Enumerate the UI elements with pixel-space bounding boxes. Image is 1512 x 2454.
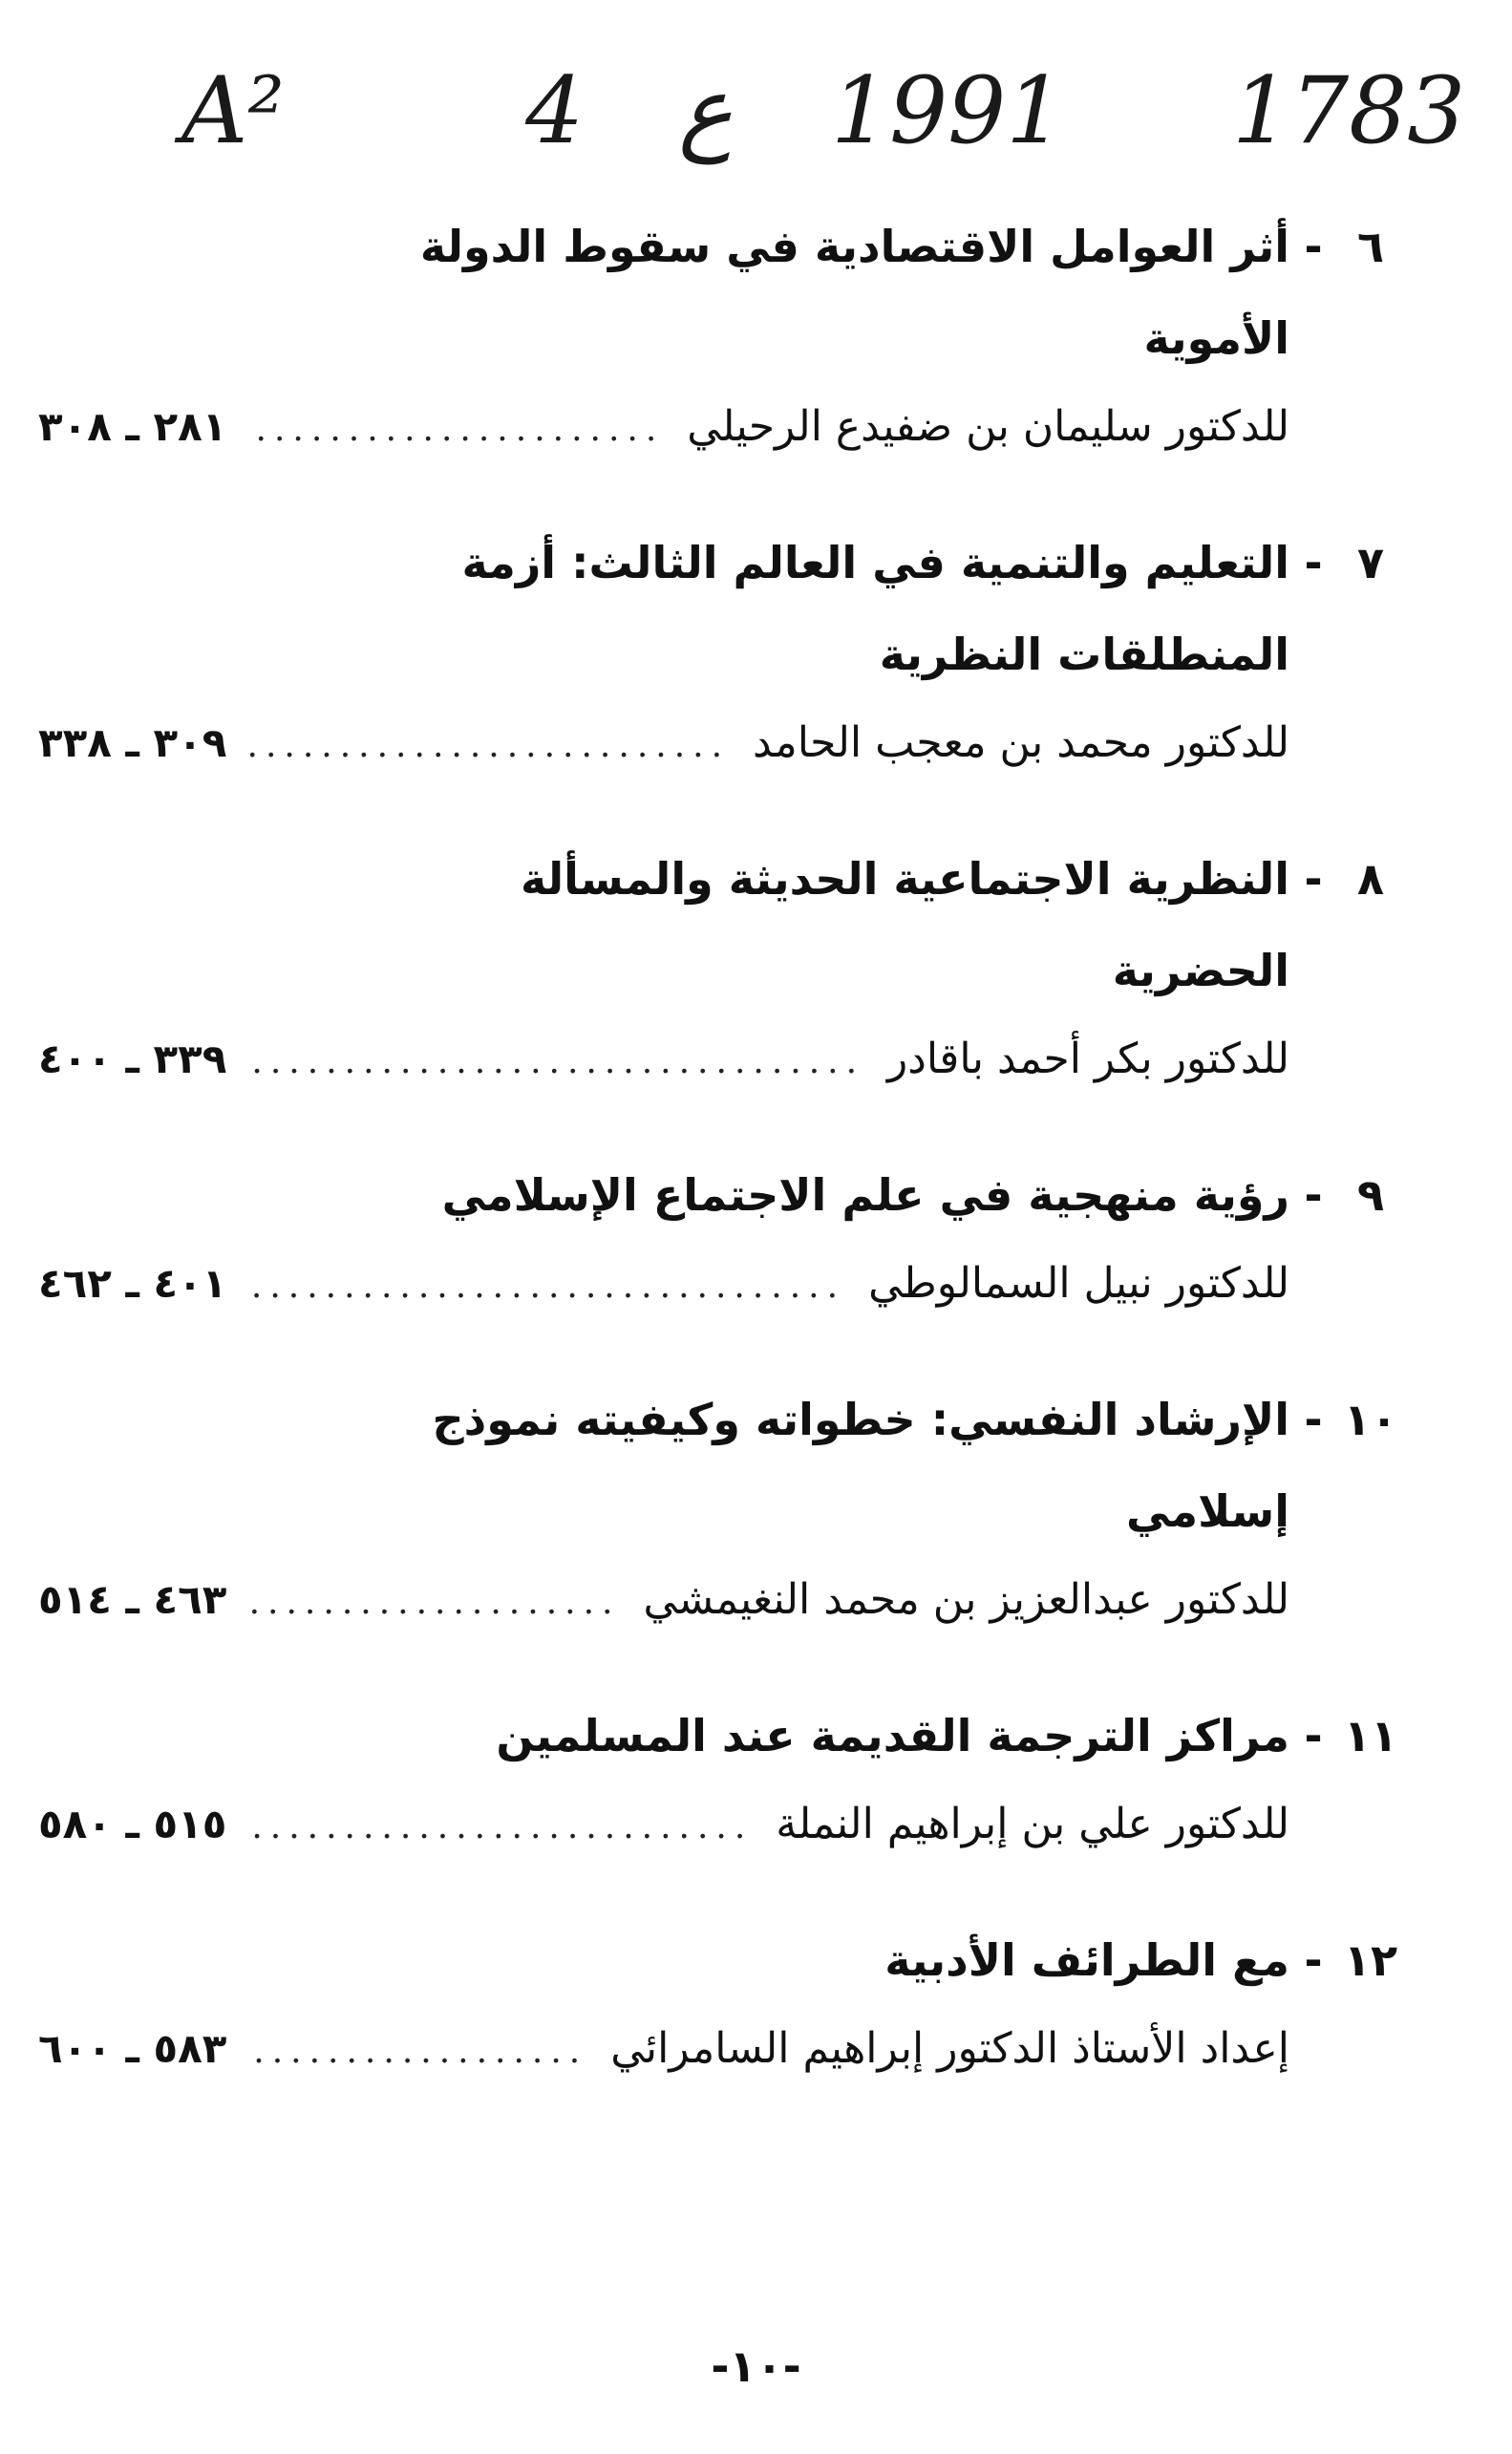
toc-entry <box>38 1374 1404 1646</box>
entry-author-row <box>38 2006 1404 2095</box>
toc-entry <box>38 517 1404 789</box>
entry-number: ١٢ <box>1343 1934 1398 1986</box>
entry-number: ٩ <box>1356 1169 1385 1221</box>
leader-dots <box>249 2009 587 2095</box>
entry-title: رؤية منهجية في علم الاجتماع الإسلامي <box>441 1169 1289 1221</box>
page-number: -١٠- <box>711 2340 801 2392</box>
entry-number: ٦ <box>1356 221 1385 272</box>
entry-title: التعليم والتنمية في العالم الثالث: أزمة المنطلقات النظرية <box>461 537 1289 680</box>
entry-dash: - <box>1304 1394 1323 1445</box>
entry-author: للدكتور محمد بن معجب الحامد <box>753 718 1289 767</box>
handwritten-mark: A² <box>181 57 285 164</box>
entry-title-row <box>38 1914 1404 2006</box>
handwritten-catalog-note <box>181 57 1480 201</box>
entry-pages: ٣٠٩ ـ ٣٣٨ <box>38 719 227 766</box>
toc-entry <box>38 1149 1404 1330</box>
entry-title-row <box>38 833 1404 1016</box>
handwritten-year: 1991 <box>831 57 1065 164</box>
entry-title-row <box>38 517 1404 700</box>
entry-dash: - <box>1304 1710 1323 1761</box>
leader-dots <box>249 1560 620 1646</box>
table-of-contents <box>38 201 1404 2139</box>
entry-author: إعداد الأستاذ الدكتور إبراهيم السامرائي <box>610 2024 1289 2073</box>
entry-number: ٨ <box>1356 853 1385 905</box>
entry-pages: ٤٦٣ ـ ٥١٤ <box>38 1576 227 1623</box>
entry-author-row <box>38 700 1404 789</box>
entry-title: أثر العوامل الاقتصادية في سقوط الدولة الأموية <box>419 221 1289 364</box>
entry-number: ١٠ <box>1343 1394 1398 1445</box>
entry-author: للدكتور علي بن إبراهيم النملة <box>776 1800 1289 1848</box>
leader-dots <box>249 1784 753 1870</box>
handwritten-volume: 4 <box>525 57 585 164</box>
entry-author-row <box>38 1241 1404 1330</box>
entry-dash: - <box>1304 1169 1323 1221</box>
entry-pages: ٣٣٩ ـ ٤٠٠ <box>38 1035 227 1082</box>
entry-dash: - <box>1304 537 1323 588</box>
entry-pages: ٥١٥ ـ ٥٨٠ <box>38 1801 227 1847</box>
entry-title: الإرشاد النفسي: خطواته وكيفيته نموذج إسلامي <box>432 1394 1289 1537</box>
entry-dash: - <box>1304 221 1323 272</box>
entry-title-row <box>38 1374 1404 1557</box>
entry-title-row <box>38 201 1404 384</box>
entry-title-row <box>38 1690 1404 1782</box>
toc-entry <box>38 201 1404 473</box>
leader-dots <box>249 703 730 789</box>
entry-title-row <box>38 1149 1404 1241</box>
entry-author: للدكتور عبدالعزيز بن محمد النغيمشي <box>643 1575 1289 1624</box>
entry-author-row <box>38 1782 1404 1870</box>
handwritten-letter: ع <box>678 57 734 164</box>
leader-dots <box>249 1244 845 1330</box>
leader-dots <box>249 387 664 473</box>
handwritten-code: 1783 <box>1232 57 1466 164</box>
entry-author: للدكتور نبيل السمالوطي <box>868 1259 1289 1308</box>
entry-number: ٧ <box>1356 537 1385 588</box>
entry-title: مراكز الترجمة القديمة عند المسلمين <box>496 1710 1289 1761</box>
entry-pages: ٥٨٣ ـ ٦٠٠ <box>38 2025 227 2072</box>
entry-dash: - <box>1304 853 1323 905</box>
entry-author-row <box>38 384 1404 473</box>
leader-dots <box>249 1019 864 1105</box>
entry-pages: ٤٠١ ـ ٤٦٢ <box>38 1260 227 1307</box>
entry-number: ١١ <box>1343 1710 1398 1761</box>
entry-author: للدكتور بكر أحمد باقادر <box>887 1035 1289 1083</box>
toc-entry <box>38 833 1404 1105</box>
entry-dash: - <box>1304 1934 1323 1986</box>
entry-pages: ٢٨١ ـ ٣٠٨ <box>38 403 227 450</box>
entry-author: للدكتور سليمان بن ضفيدع الرحيلي <box>687 402 1289 451</box>
entry-title: النظرية الاجتماعية الحديثة والمسألة الحضرية <box>520 853 1289 996</box>
entry-author-row <box>38 1557 1404 1646</box>
entry-author-row <box>38 1016 1404 1105</box>
toc-entry <box>38 1914 1404 2095</box>
entry-title: مع الطرائف الأدبية <box>884 1934 1289 1986</box>
toc-entry <box>38 1690 1404 1870</box>
